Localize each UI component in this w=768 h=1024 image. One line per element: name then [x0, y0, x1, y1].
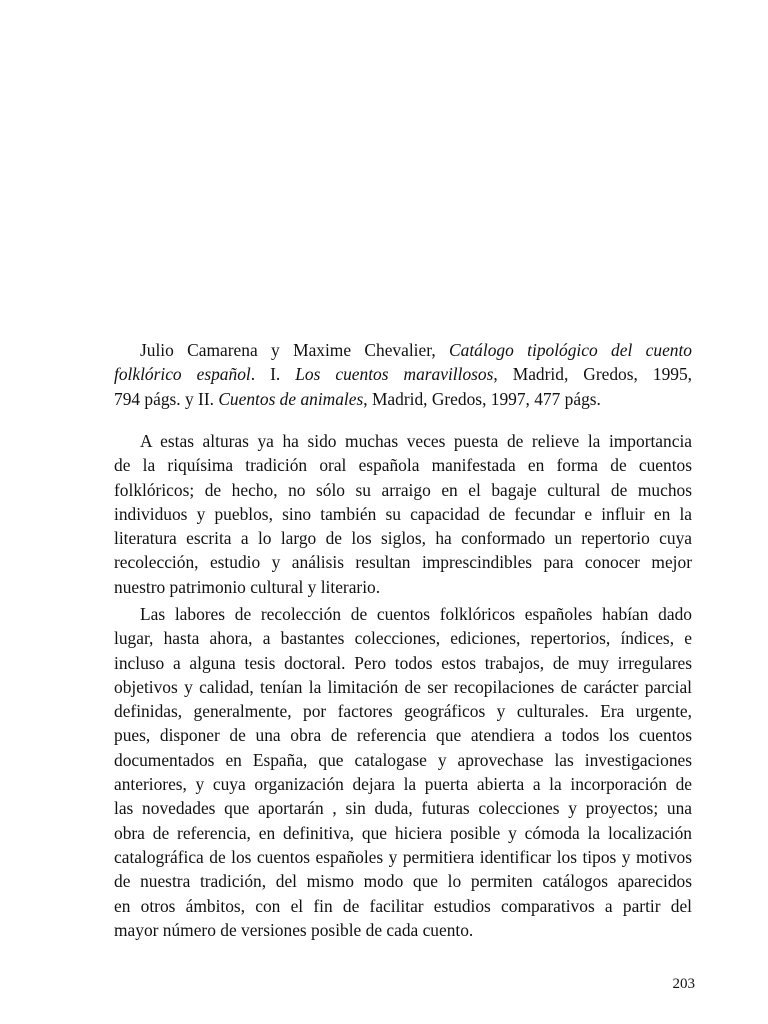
paragraph-line: pues, disponer de una obra de referencia que atendiera a todos los cuentos	[114, 725, 692, 746]
paragraph-line: nuestro patrimonio cultural y literario.	[114, 576, 381, 597]
paragraph-line: mayor número de versiones posible de cada cuento.	[114, 919, 474, 940]
paragraph-line: Las labores de recolección de cuentos folklóricos españoles habían dado	[140, 604, 692, 624]
paragraph-line: objetivos y calidad, tenían la limitación de ser recopilaciones de carácter parcial	[114, 676, 692, 697]
paragraph-line: de nuestra tradición, del mismo modo que lo permiten catálogos aparecidos	[114, 871, 692, 892]
citation-line: folklórico español. I. Los cuentos maravillosos, Madrid, Gredos, 1995,	[114, 364, 693, 385]
paragraph-line: de la riquísima tradición oral española manifestada en forma de cuentos	[114, 455, 692, 476]
paragraph-line: definidas, generalmente, por factores geográficos y culturales. Era urgente,	[114, 701, 692, 722]
paragraph-line: recolección, estudio y análisis resultan imprescindibles para conocer mejor	[114, 552, 692, 573]
review-citation	[114, 338, 692, 411]
paragraph-1	[114, 429, 692, 599]
paragraph-line: individuos y pueblos, sino también su capacidad de fecundar e influir en la	[114, 503, 692, 524]
citation-line: Julio Camarena y Maxime Chevalier, Catálogo tipológico del cuento	[140, 340, 693, 360]
citation-line: 794 págs. y II. Cuentos de animales, Madrid, Gredos, 1997, 477 págs.	[114, 388, 601, 409]
paragraph-line: obra de referencia, en definitiva, que hiciera posible y cómoda la localización	[114, 822, 692, 843]
paragraph-line: documentados en España, que catalogase y aprovechase las investigaciones	[114, 749, 692, 770]
paragraph-line: incluso a alguna tesis doctoral. Pero todos estos trabajos, de muy irregulares	[114, 652, 692, 673]
paragraph-line: anteriores, y cuya organización dejara la puerta abierta a la incorporación de	[114, 774, 692, 795]
paragraph-line: las novedades que aportarán , sin duda, futuras colecciones y proyectos; una	[114, 798, 692, 819]
paragraph-line: catalográfica de los cuentos españoles y permitiera identificar los tipos y motivos	[114, 846, 692, 867]
paragraph-line: lugar, hasta ahora, a bastantes colecciones, ediciones, repertorios, índices, e	[114, 628, 692, 649]
paragraph-line: literatura escrita a lo largo de los siglos, ha conformado un repertorio cuya	[114, 528, 692, 549]
paragraph-line: A estas alturas ya ha sido muchas veces puesta de relieve la importancia	[140, 431, 692, 451]
paragraph-line: en otros ámbitos, con el fin de facilitar estudios comparativos a partir del	[114, 895, 692, 916]
paragraph-line: folklóricos; de hecho, no sólo su arraigo en el bagaje cultural de muchos	[114, 479, 692, 500]
page-number: 203	[672, 976, 695, 992]
paragraph-2	[114, 602, 692, 942]
